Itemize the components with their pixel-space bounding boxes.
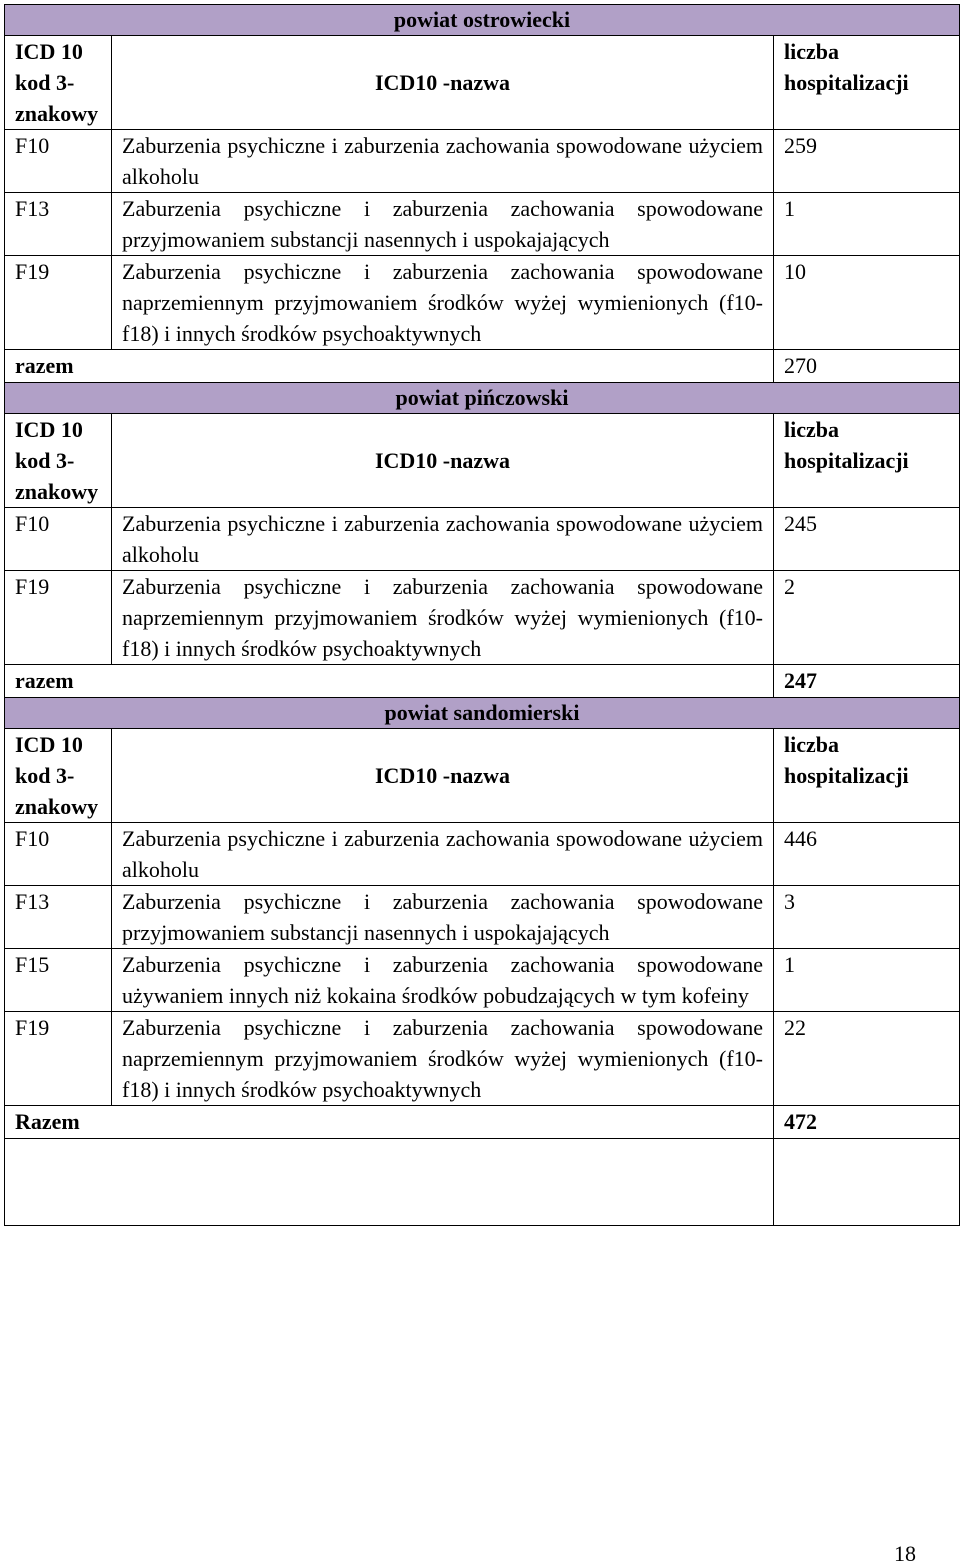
column-header-count: liczba hospitalizacji — [774, 36, 960, 130]
icd-code: F10 — [5, 508, 112, 571]
icd-code: F19 — [5, 1012, 112, 1106]
hospitalization-count: 245 — [774, 508, 960, 571]
table-row — [5, 508, 960, 571]
table-row — [5, 130, 960, 193]
column-header-name: ICD10 -nazwa — [112, 729, 774, 823]
hospitalization-count: 10 — [774, 256, 960, 350]
table-row — [5, 571, 960, 665]
table-row — [5, 949, 960, 1012]
empty-row — [5, 1139, 960, 1226]
total-row — [5, 350, 960, 383]
total-row — [5, 665, 960, 698]
hospitalization-count: 1 — [774, 949, 960, 1012]
column-header-row — [5, 36, 960, 130]
section-header-row — [5, 5, 960, 36]
hospitalization-count: 3 — [774, 886, 960, 949]
column-header-name: ICD10 -nazwa — [112, 414, 774, 508]
total-value: 247 — [774, 665, 960, 698]
icd-code: F15 — [5, 949, 112, 1012]
table-row — [5, 1012, 960, 1106]
icd-code: F13 — [5, 886, 112, 949]
icd-code: F19 — [5, 571, 112, 665]
powiat-title: powiat sandomierski — [5, 698, 960, 729]
hospitalization-count: 446 — [774, 823, 960, 886]
column-header-count: liczba hospitalizacji — [774, 414, 960, 508]
icd-name: Zaburzenia psychiczne i zaburzenia zachowania spowodowane naprzemiennym przyjmowaniem środków wyżej wymienionych (f10-f18) i innych środków psychoaktywnych — [112, 256, 774, 350]
hospitalization-count: 2 — [774, 571, 960, 665]
icd-name: Zaburzenia psychiczne i zaburzenia zachowania spowodowane używaniem innych niż kokaina środków pobudzających w tym kofeiny — [112, 949, 774, 1012]
column-header-code: ICD 10 kod 3-znakowy — [5, 414, 112, 508]
total-label: razem — [5, 350, 774, 383]
icd-name: Zaburzenia psychiczne i zaburzenia zachowania spowodowane przyjmowaniem substancji nasennych i uspokajających — [112, 886, 774, 949]
column-header-name: ICD10 -nazwa — [112, 36, 774, 130]
icd-name: Zaburzenia psychiczne i zaburzenia zachowania spowodowane użyciem alkoholu — [112, 508, 774, 571]
empty-cell — [5, 1139, 774, 1226]
powiat-title: powiat pińczowski — [5, 383, 960, 414]
hospitalization-count: 1 — [774, 193, 960, 256]
table-row — [5, 886, 960, 949]
icd-name: Zaburzenia psychiczne i zaburzenia zachowania spowodowane naprzemiennym przyjmowaniem środków wyżej wymienionych (f10-f18) i innych środków psychoaktywnych — [112, 571, 774, 665]
icd-code: F10 — [5, 130, 112, 193]
table-row — [5, 823, 960, 886]
icd-name: Zaburzenia psychiczne i zaburzenia zachowania spowodowane użyciem alkoholu — [112, 130, 774, 193]
column-header-row — [5, 729, 960, 823]
icd-code: F10 — [5, 823, 112, 886]
section-header-row — [5, 698, 960, 729]
section-header-row — [5, 383, 960, 414]
table-row — [5, 256, 960, 350]
powiat-title: powiat ostrowiecki — [5, 5, 960, 36]
column-header-code: ICD 10 kod 3-znakowy — [5, 729, 112, 823]
column-header-row — [5, 414, 960, 508]
total-row — [5, 1106, 960, 1139]
page-number: 18 — [894, 1541, 916, 1566]
total-label: Razem — [5, 1106, 774, 1139]
total-label: razem — [5, 665, 774, 698]
icd-name: Zaburzenia psychiczne i zaburzenia zachowania spowodowane naprzemiennym przyjmowaniem środków wyżej wymienionych (f10-f18) i innych środków psychoaktywnych — [112, 1012, 774, 1106]
empty-cell — [774, 1139, 960, 1226]
column-header-count: liczba hospitalizacji — [774, 729, 960, 823]
hospitalization-count: 22 — [774, 1012, 960, 1106]
icd-name: Zaburzenia psychiczne i zaburzenia zachowania spowodowane przyjmowaniem substancji nasennych i uspokajających — [112, 193, 774, 256]
icd-code: F13 — [5, 193, 112, 256]
hospitalization-table — [4, 4, 960, 1226]
icd-name: Zaburzenia psychiczne i zaburzenia zachowania spowodowane użyciem alkoholu — [112, 823, 774, 886]
total-value: 472 — [774, 1106, 960, 1139]
column-header-code: ICD 10 kod 3-znakowy — [5, 36, 112, 130]
icd-code: F19 — [5, 256, 112, 350]
table-row — [5, 193, 960, 256]
total-value: 270 — [774, 350, 960, 383]
hospitalization-count: 259 — [774, 130, 960, 193]
